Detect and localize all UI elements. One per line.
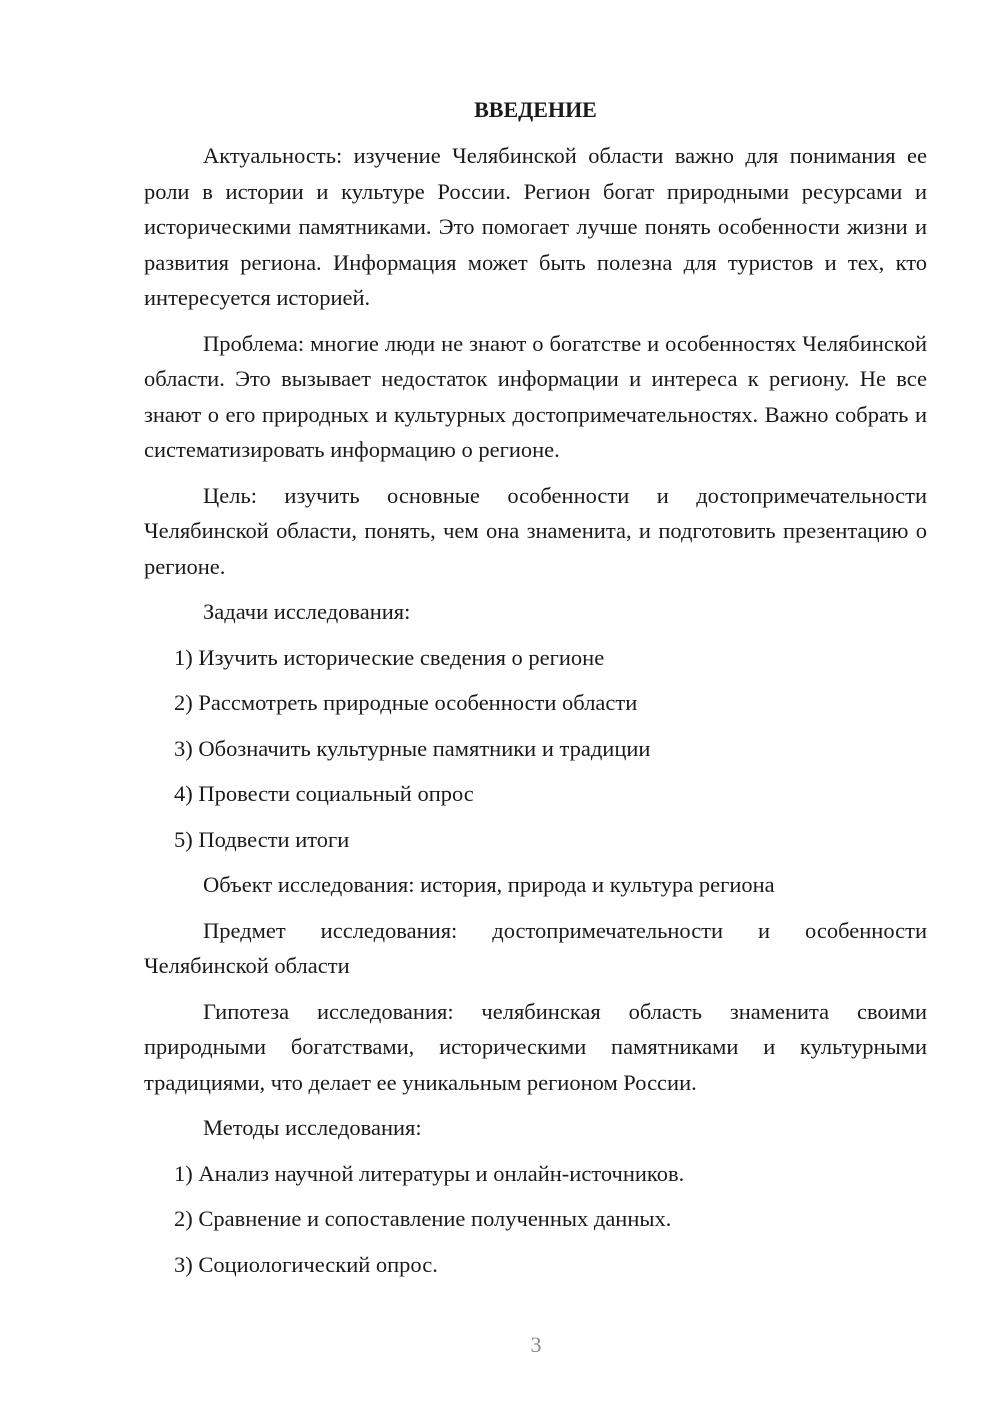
problem-paragraph: Проблема: многие люди не знают о богатстве и особенностях Челябинской области. Это вызывает недостаток информации и интереса к региону. Не все знают о его природных и культурных достопримечательностях. Важно собрать и систематизировать информацию о регионе. (144, 330, 927, 462)
relevance-paragraph: Актуальность: изучение Челябинской области важно для понимания ее роли в истории и культуре России. Регион богат природными ресурсами и историческими памятниками. Это помогает лучше понять особенности жизни и развития региона. Информация может быть полезна для туристов и тех, кто интересуется историей. (144, 143, 927, 310)
hypothesis-paragraph: Гипотеза исследования: челябинская область знаменита своими природными богатствами, историческими памятниками и культурными традициями, что делает ее уникальным регионом России. (144, 998, 927, 1095)
page-content (144, 92, 927, 1292)
task-item: 5) Подвести итоги (174, 826, 350, 852)
task-item: 3) Обозначить культурные памятники и традиции (174, 735, 651, 761)
task-item: 2) Рассмотреть природные особенности области (174, 690, 638, 715)
section-title: ВВЕДЕНИЕ (474, 97, 597, 122)
method-item: 1) Анализ научной литературы и онлайн-источников. (174, 1160, 685, 1186)
method-item: 3) Социологический опрос. (174, 1251, 438, 1277)
object-paragraph: Объект исследования: история, природа и культура региона (203, 872, 775, 897)
goal-paragraph: Цель: изучить основные особенности и достопримечательности Челябинской области, понять, чем она знаменита, и подготовить презентацию о регионе. (144, 482, 927, 579)
page-number: 3 (530, 1332, 542, 1357)
task-item: 4) Провести социальный опрос (174, 781, 474, 806)
methods-heading: Методы исследования: (203, 1115, 422, 1140)
tasks-heading: Задачи исследования: (203, 599, 411, 624)
method-item: 2) Сравнение и сопоставление полученных данных. (174, 1206, 672, 1231)
subject-paragraph: Предмет исследования: достопримечательности и особенности Челябинской области (144, 917, 927, 978)
task-item: 1) Изучить исторические сведения о регионе (174, 644, 605, 670)
